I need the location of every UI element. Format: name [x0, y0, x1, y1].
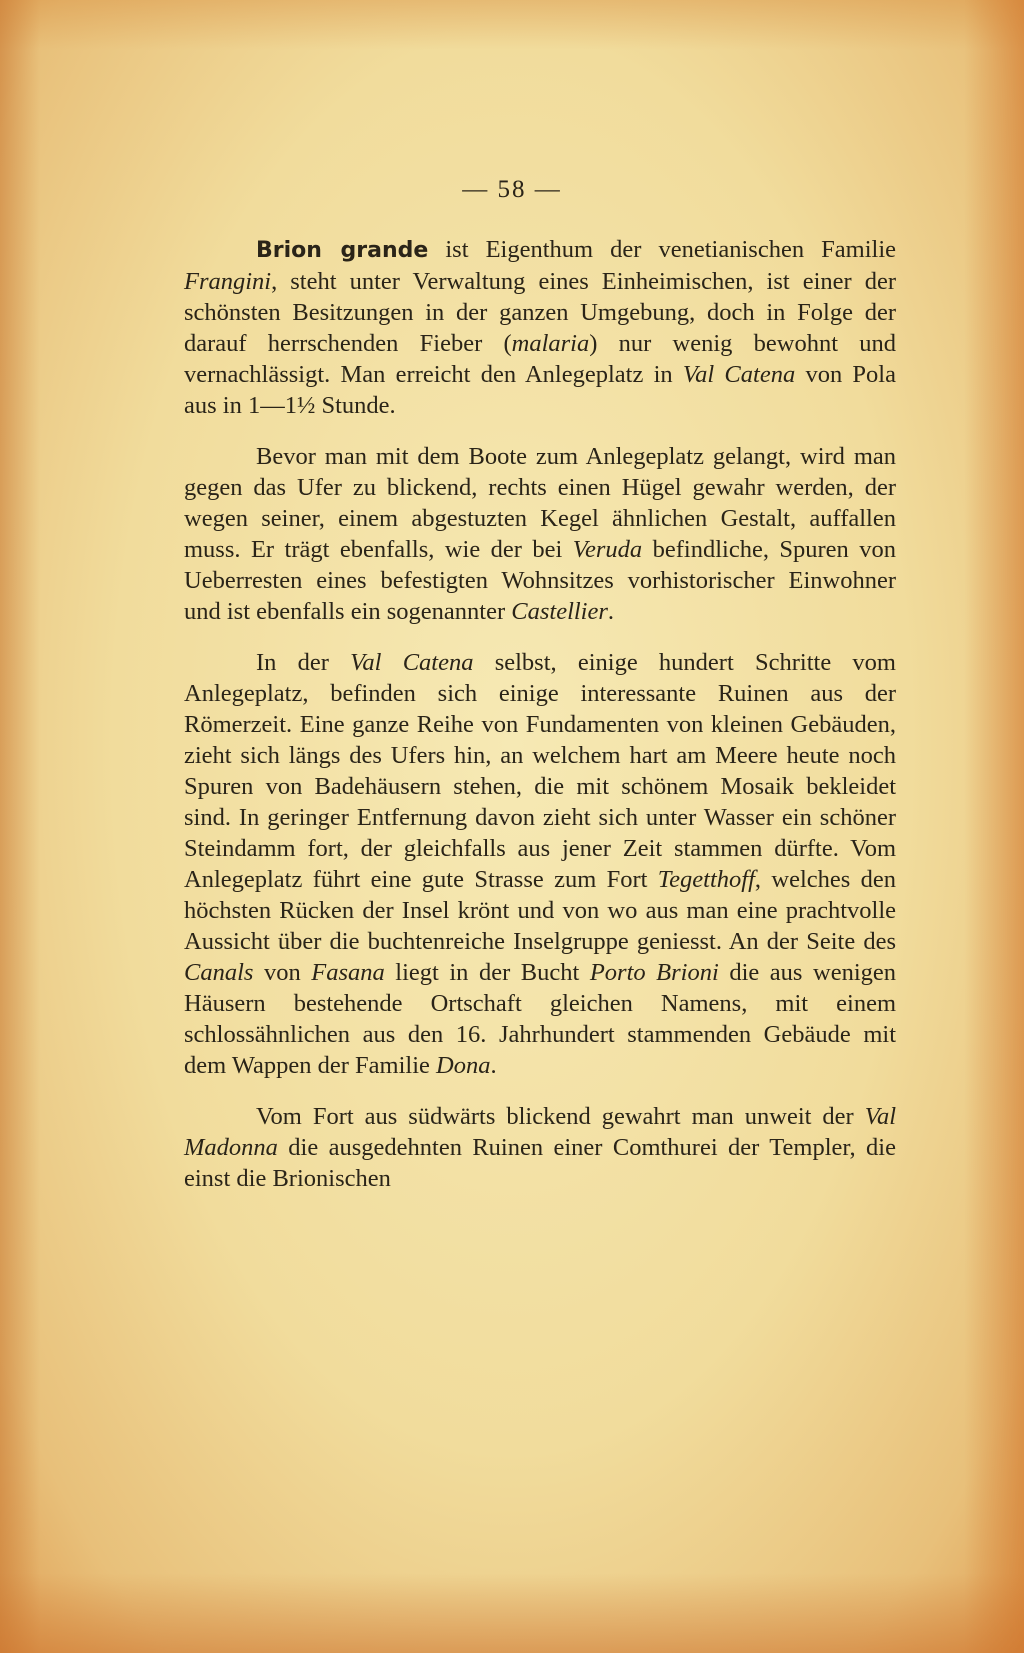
paper-stain-left [0, 0, 40, 1653]
text-segment: , steht unter Verwaltung eines Einheimischen, ist einer der schönsten Besitzungen in der ganzen Umgebung, doch in Folge der darauf herrschenden Fieber ( [184, 268, 896, 357]
italic-text: Fasana [311, 959, 385, 986]
text-segment: von Pola aus in 1—1½ Stunde. [184, 361, 896, 419]
italic-text: malaria [511, 330, 590, 357]
paper-stain-top [0, 0, 1024, 50]
text-segment: In der [256, 649, 351, 676]
italic-text: Canals [184, 959, 254, 986]
italic-text: Frangini [184, 268, 272, 295]
paragraph [184, 441, 896, 627]
text-segment: . [490, 1052, 497, 1079]
italic-text: Val Catena [350, 649, 474, 676]
paragraph [184, 1101, 896, 1194]
text-segment: von [253, 959, 312, 986]
text-segment: Bevor man mit dem Boote zum Anlegeplatz gelangt, wird man gegen das Ufer zu blickend, rechts einen Hügel gewahr werden, der wegen seiner, einem abgestuzten Kegel ähnlichen Gestalt, auffallen muss. Er trägt ebenfalls, wie der bei [184, 443, 896, 563]
paragraph [184, 647, 896, 1081]
paper-stain-bottom [0, 1573, 1024, 1653]
text-segment: befindliche, Spuren von Ueberresten eines befestigten Wohnsitzes vorhistorischer Einwohner und ist ebenfalls ein sogenannter [184, 536, 896, 625]
italic-text: Dona [436, 1052, 491, 1079]
italic-text: Veruda [572, 536, 643, 563]
italic-text: Val Madonna [184, 1103, 896, 1161]
text-segment: Vom Fort aus südwärts blickend gewahrt man unweit der [256, 1103, 865, 1130]
paragraph [184, 234, 896, 421]
body-text [184, 234, 896, 1194]
page-number: — 58 — [462, 176, 562, 203]
text-segment: ) nur wenig bewohnt und vernachlässigt. Man erreicht den Anlegeplatz in [184, 330, 896, 388]
text-segment: die aus wenigen Häusern bestehende Ortschaft gleichen Namens, mit einem schlossähnlichen aus den 16. Jahrhundert stammenden Gebäude mit dem Wappen der Familie [184, 959, 897, 1079]
italic-text: Castellier [511, 598, 608, 625]
text-segment: die ausgedehnten Ruinen einer Comthurei der Templer, die einst die Brionischen [184, 1134, 896, 1192]
text-segment: . [607, 598, 615, 625]
text-segment: liegt in der Bucht [384, 959, 590, 986]
italic-text: Val Catena [682, 361, 796, 388]
text-segment: ist Eigenthum der venetianischen Familie [428, 236, 896, 263]
bold-text: Brion grande [256, 238, 429, 263]
text-segment: selbst, einige hundert Schritte vom Anlegeplatz, befinden sich einige interessante Ruinen aus der Römerzeit. Eine ganze Reihe von Fundamenten von kleinen Gebäuden, zieht sich längs des Ufers hin, an welchem hart am Meere heute noch Spuren von Badehäusern stehen, die mit schönem Mosaik bekleidet sind. In geringer Entfernung davon zieht sich unter Wasser ein schöner Steindamm fort, der gleichfalls aus jener Zeit stammen dürfte. Vom Anlegeplatz führt eine gute Strasse zum Fort [184, 649, 896, 893]
text-segment: , welches den höchsten Rücken der Insel krönt und von wo aus man eine prachtvolle Aussicht über die buchtenreiche Inselgruppe geniesst. An der Seite des [184, 866, 896, 955]
italic-text: Tegetthoff [657, 866, 755, 893]
italic-text: Porto Brioni [589, 959, 719, 986]
paper-stain-right [964, 0, 1024, 1653]
